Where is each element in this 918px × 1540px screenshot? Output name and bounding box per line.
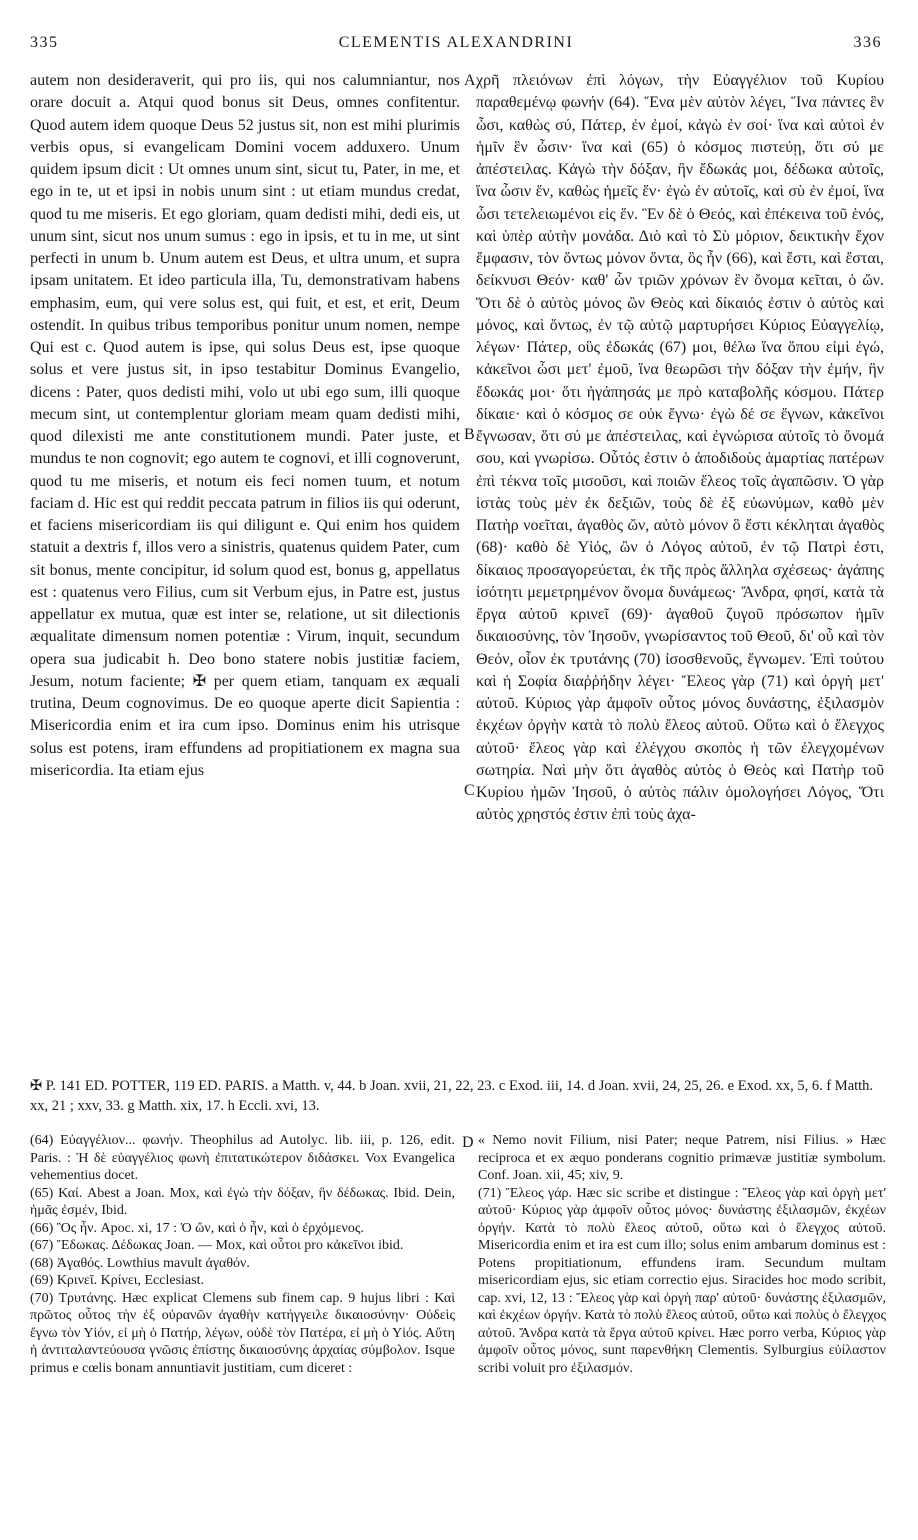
footnote-69: (69) Κρινεῖ. Κρίνει, Ecclesiast. <box>30 1273 204 1288</box>
references-text: ✠ P. 141 ED. POTTER, 119 ED. PARIS. a Matth. v, 44. b Joan. xvii, 21, 22, 23. c Exod. iii, 14. d Joan. xvii, 24, 25, 26. e Exod. xx, 5, 6. f Matth. xx, 21 ; xxv, 33. g Matth. xix, 17. h Eccli. xvi, 13. <box>30 1078 874 1114</box>
footnote-65: (65) Καί. Abest a Joan. Mox, καὶ ἐγὼ τὴν δόξαν, ἣν δέδωκας. Ibid. Dein, ἡμᾶς ἐσμέν, Ibid. <box>30 1185 455 1218</box>
footnote-71: (71) Ἔλεος γάρ. Hæc sic scribe et distingue : Ἔλεος γὰρ καὶ ὀργὴ μετ' αὐτοῦ· Κύριος γὰρ ἀμφοῖν οὗτος μόνος· δυνάστης ἐξιλασμῶν, ἐκχέων ὀργήν. Κατὰ τὸ πολὺ ἔλεος αὐτοῦ, οὕτω καὶ ὁ ἔλεγχος αὐτοῦ. Misericordia enim et ira est cum illo; solus enim ambarum dominus est : Potens propitiationum, effundens iram. Secundum multam misericordiam ejus, sic etiam correctio ejus. Siracides hoc modo scribit, cap. xvi, 12, 13 : Ἔλεος γὰρ καὶ ὀργὴ παρ' αὐτοῦ· δυνάστης ἐξιλασμῶν, καὶ ἐκχέων ὀργήν. Κατὰ τὸ πολὺ ἔλεος αὐτοῦ, οὕτω καὶ πολὺς ὁ ἔλεγχος αὐτοῦ. Ἄνδρα κατὰ τὰ ἔργα αὐτοῦ κρίνει. Hæc porro verba, Κύριος γὰρ ἀμφοῖν οὗτος μόνος, sunt παρενθήκη Clementis. Sylburgius εὐίλαστον scribi voluit pro ἐξιλασμόν. <box>478 1185 886 1376</box>
scripture-references <box>30 1076 892 1120</box>
page-number-right: 336 <box>853 34 882 51</box>
footnote-66: (66) Ὃς ἦν. Apoc. xi, 17 : Ὁ ὤν, καὶ ὁ ἦν, καὶ ὁ ἐρχόμενος. <box>30 1220 364 1236</box>
page-number-left: 335 <box>30 34 59 51</box>
footnotes-left <box>30 1132 455 1532</box>
section-marker-c: C <box>464 782 475 799</box>
greek-column <box>476 70 884 1070</box>
footnote-67: (67) Ἔδωκας. Δέδωκας Joan. — Mox, καὶ οὗτοι pro κἀκεῖνοι ibid. <box>30 1238 404 1253</box>
footnote-68: (68) Ἀγαθός. Lowthius mavult ἀγαθόν. <box>30 1255 250 1271</box>
running-title: CLEMENTIS ALEXANDRINI <box>338 34 574 51</box>
footnote-70: (70) Τρυτάνης. Hæc explicat Clemens sub finem cap. 9 hujus libri : Καὶ πρῶτος οὗτος τὴν ἐξ οὐρανῶν ἀγαθὴν κατήγγειλε δικαιοσύνην· Οὐδεὶς ἔγνω τὸν Υἱόν, εἰ μὴ ὁ Πατήρ, λέγων, οὐδὲ τὸν Πατέρα, εἰ μὴ ὁ Υἱός. Αὕτη ἡ ἀντιταλαντεύουσα γνῶσις ἐπίστης δικαιοσύνης ἀρχαίας σύμβολον. Isque primus e cœlis bonam annuntiavit justitiam, cum diceret : <box>30 1290 455 1376</box>
footnotes-right <box>478 1132 886 1532</box>
latin-column <box>30 70 460 1070</box>
greek-text: χρῆ πλειόνων ἐπὶ λόγων, τὴν Εὐαγγέλιον τοῦ Κυρίου παραθεμένῳ φωνήν (64). Ἕνα μὲν αὐτὸν λέγει, Ἵνα πάντες ἓν ὦσι, καθὼς σύ, Πάτερ, ἐν ἐμοί, κἀγὼ ἐν σοί· ἵνα καὶ αὐτοὶ ἐν ἡμῖν ἓν ὦσιν· ἵνα καὶ (65) ὁ κόσμος πιστεύῃ, ὅτι σύ με ἀπέστειλας. Κἀγὼ τὴν δόξαν, ἣν ἔδωκάς μοι, δέδωκα αὐτοῖς, ἵνα ὦσιν ἕν, καθὼς ἡμεῖς ἕν· ἐγὼ ἐν αὐτοῖς, καὶ σὺ ἐν ἐμοί, ἵνα ὦσι τετελειωμένοι εἰς ἕν. Ἓν δὲ ὁ Θεός, καὶ ἐπέκεινα τοῦ ἑνός, καὶ ὑπὲρ αὐτὴν μονάδα. Διὸ καὶ τὸ Σὺ μόριον, δεικτικὴν ἔχον ἔμφασιν, τὸν ὄντως μόνον ὄντα, ὃς ἦν (66), καὶ ἔστι, καὶ ἔσται, δείκνυσι Θεόν· καθ' ὧν τριῶν χρόνων ἓν ὄνομα κεῖται, ὁ ὤν. Ὅτι δὲ ὁ αὐτὸς μόνος ὢν Θεὸς καὶ δίκαιός ἐστιν ὁ αὐτὸς καὶ μόνος, καὶ ὄντως, ἐν τῷ αὐτῷ μαρτυρήσει Κύριος Εὐαγγελίῳ, λέγων· Πάτερ, οὓς ἐδωκάς (67) μοι, θέλω ἵνα ὅπου εἰμὶ ἐγώ, κἀκεῖνοι ὦσι μετ' ἐμοῦ, ἵνα θεωρῶσι τὴν δόξαν τὴν ἐμήν, ἣν ἔδωκάς μοι· ὅτι ἠγάπησάς με πρὸ καταβολῆς κόσμου. Πάτερ δίκαιε· καὶ ὁ κόσμος σε οὐκ ἔγνω· ἐγὼ δέ σε ἔγνων, κἀκεῖνοι ἔγνωσαν, ὅτι σύ με ἀπέστειλας, καὶ ἐγνώρισα αὐτοῖς τὸ ὄνομά σου, καὶ γνωρίσω. Οὗτός ἐστιν ὁ ἀποδιδοὺς ἁμαρτίας πατέρων ἐπὶ τέκνα τοῖς μισοῦσι, καὶ ποιῶν ἔλεος τοῖς ἀγαπῶσιν. Ὁ γὰρ ἱστὰς τοὺς μὲν ἐκ δεξιῶν, τοὺς δὲ ἐξ εὐωνύμων, καθὸ μὲν Πατὴρ νοεῖται, ἀγαθὸς ὤν, αὐτὸ μόνον ὃ ἔστι κέκληται ἀγαθὸς (68)· καθὸ δὲ Υἱός, ὢν ὁ Λόγος αὐτοῦ, ἐν τῷ Πατρὶ ἐστι, δίκαιος προσαγορεύεται, ἐκ τῆς πρὸς ἄλληλα σχέσεως· ἀγάπης ἰσότητι μεμετρημένον ὄνομα δυνάμεως· Ἄνδρα, φησί, κατὰ τὰ ἔργα αὐτοῦ κρινεῖ (69)· ἀγαθοῦ ζυγοῦ πρόσωπον ἡμῖν δικαιοσύνης, τὸν Ἰησοῦν, γνωρίσαντος τοῦ Θεοῦ, δι' οὗ καὶ τὸν Θεόν, οἷον ἐκ τρυτάνης (70) ἰσοσθενοῦς, ἔγνωμεν. Ἐπὶ τούτου καὶ ἡ Σοφία διαῤῥήδην λέγει· Ἔλεος γὰρ (71) καὶ ὀργὴ μετ' αὐτοῦ. Κύριος γὰρ ἀμφοῖν οὗτος μόνος δυνάστης, ἐξιλασμὸν ἐκχέων ὀργὴν κατὰ τὸ πολὺ ἔλεος αὐτοῦ. Οὕτω καὶ ὁ ἔλεγχος αὐτοῦ· ἔλεος γὰρ καὶ ἐλέγχου σκοπὸς ἡ τῶν ἐλεγχομένων σωτηρία. Ναὶ μὴν ὅτι ἀγαθὸς αὐτὸς ὁ Θεὸς καὶ Πατὴρ τοῦ Κυρίου ἡμῶν Ἰησοῦ, ὁ αὐτὸς πάλιν ὁμολογήσει Λόγος, Ὅτι αὐτὸς χρηστός ἐστιν ἐπὶ τοὺς ἀχα- <box>476 72 884 824</box>
latin-text: autem non desideraverit, qui pro iis, qui nos calumniantur, nos orare docuit a. Atqui quod bonus sit Deus, omnes confitentur. Quod autem idem quoque Deus 52 justus sit, non est mihi plurimis verbis opus, si evangelicam Domini vocem adduxero. Unum quidem ipsum dicit : Ut omnes unum sint, sicut tu, Pater, in me, et ego in te, ut et ipsi in nobis unum sint : ut etiam mundus credat, quod tu me miseris. Et ego gloriam, quam dedisti mihi, dedi eis, ut unum sint, sicut nos unum sumus : ego in ipsis, et tu in me, ut sint perfecti in unum b. Unum autem est Deus, et ultra unum, et supra ipsam unitatem. Et ideo particula illa, Tu, demonstrativam habens emphasim, eum, qui vere solus est, qui fuit, et est, et erit, Deum ostendit. In quibus tribus temporibus ponitur unum nomen, nempe Qui est c. Quod autem is ipse, qui solus Deus est, ipse quoque solus et vere justus sit, in ipso testabitur Dominus Evangelio, dicens : Pater, quos dedisti mihi, volo ut ubi ego sum, illi quoque mecum sint, ut contemplentur gloriam meam quam dedisti mihi, quod dilexisti me ante constitutionem mundi. Pater juste, et mundus te non cognovit; ego autem te cognovi, et illi cognoverunt, quod tu me miseris, et notum eis feci nomen tuum, et notum faciam d. Hic est qui reddit peccata patrum in filios iis qui oderunt, et faciens misericordiam iis qui diligunt e. Qui enim hos quidem statuit a dextris f, illos vero a sinistris, quatenus quidem Pater, cum sit bonus, mente concipitur, id solum quod est, bonus g, appellatus est : quatenus vero Filius, cum sit Verbum ejus, in Patre est, justus appellatur ex mutua, quæ est inter se, relatione, ut sit dilectionis æqualitate dimensum nomen potentiæ : Virum, inquit, secundum opera sua judicabit h. Deo bono statere nobis justitiæ faciem, Jesum, notum faciente; ✠ per quem etiam, tanquam ex æquali trutina, Deum cognovimus. De eo quoque aperte dicit Sapientia : Misericordia enim et ira cum ipso. Dominus enim his utrisque solus est potens, iram effundens ad propitiationem ex magna sua misericordia. Ita etiam ejus <box>30 72 460 779</box>
footnote-70-continued: « Nemo novit Filium, nisi Pater; neque Patrem, nisi Filius. » Hæc reciproca et ex æquo ponderans cognitio primævæ justitiæ symbolum. Conf. Joan. xii, 45; xiv, 9. <box>478 1133 886 1183</box>
footnote-64: (64) Εὐαγγέλιον... φωνήν. Theophilus ad Autolyc. lib. iii, p. 126, edit. Paris. : Ἡ δὲ εὐαγγέλιος φωνὴ ἐπιτατικώτερον διδάσκει. Vox Evangelica vehementius docet. <box>30 1133 455 1183</box>
running-header <box>30 34 882 58</box>
section-marker-b: B <box>464 426 475 443</box>
section-marker-a: A <box>464 72 476 89</box>
section-marker-d: D <box>462 1134 474 1151</box>
